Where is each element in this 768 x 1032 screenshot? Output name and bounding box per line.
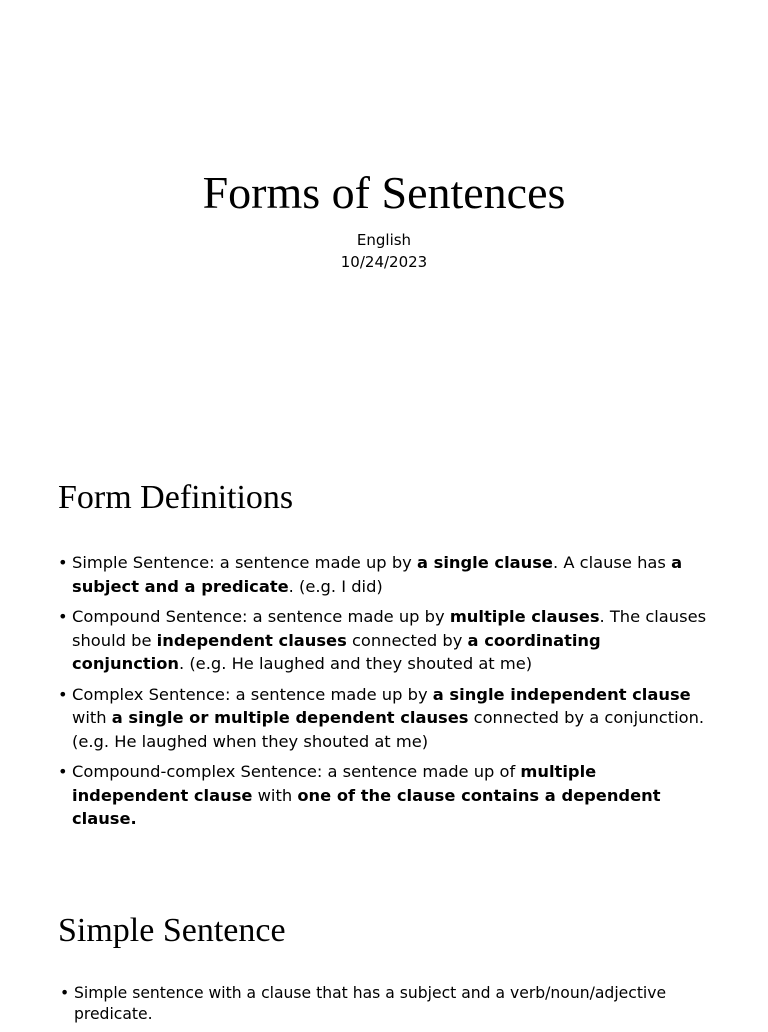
simple-sentence-list xyxy=(60,983,710,1032)
bullet-item xyxy=(58,683,708,754)
bullet-text: connected by a conjunction. (e.g. He laughed when they shouted at me) xyxy=(72,708,705,751)
presentation-subtitle xyxy=(0,229,768,273)
bullet-text: . A clause has xyxy=(552,553,672,572)
subject-label: English xyxy=(356,231,412,249)
bullet-dot-icon: • xyxy=(60,984,70,1002)
bullet-text: . The clauses should be xyxy=(72,607,707,650)
bullet-text: Complex Sentence: a sentence made up by xyxy=(72,684,433,704)
simple-sentence-slide xyxy=(0,870,768,1024)
bullet-text-bold: a single clause xyxy=(416,553,553,572)
bullet-text-bold: one of the clause contains a dependent clause. xyxy=(72,785,661,828)
bullet-item xyxy=(58,551,708,598)
title-slide xyxy=(0,0,768,440)
bullet-text: with xyxy=(72,708,112,727)
bullet-item xyxy=(60,983,710,1025)
bullet-dot-icon: • xyxy=(58,553,68,572)
bullet-text: . (e.g. I did) xyxy=(288,576,383,596)
bullet-text: . (e.g. He laughed and they shouted at me) xyxy=(178,654,533,673)
presentation-title: Forms of Sentences xyxy=(202,167,566,218)
bullet-text-bold: multiple clauses xyxy=(449,607,600,626)
bullet-text: with xyxy=(252,785,298,805)
bullet-text: Simple Sentence: a sentence made up by xyxy=(72,553,417,572)
bullet-item xyxy=(58,605,708,676)
bullet-text: Compound-complex Sentence: a sentence made up of xyxy=(72,762,521,781)
form-definitions-list xyxy=(58,551,708,838)
bullet-dot-icon: • xyxy=(58,762,68,781)
simple-sentence-title: Simple Sentence xyxy=(58,912,286,949)
bullet-text-bold: a single independent clause xyxy=(432,684,691,704)
date-label: 10/24/2023 xyxy=(340,253,428,271)
bullet-item xyxy=(58,760,708,831)
bullet-text-bold: a single or multiple dependent clauses xyxy=(111,708,469,727)
form-definitions-title: Form Definitions xyxy=(58,479,294,516)
bullet-text: Compound Sentence: a sentence made up by xyxy=(72,607,450,626)
bullet-text-bold: independent clauses xyxy=(156,630,347,650)
bullet-text-bold: a coordinating conjunction xyxy=(72,630,601,673)
form-definitions-slide xyxy=(0,440,768,870)
bullet-dot-icon: • xyxy=(58,684,68,704)
bullet-text: Simple sentence with a clause that has a subject and a verb/noun/adjective predicate. xyxy=(74,984,667,1023)
bullet-dot-icon: • xyxy=(58,607,68,626)
bullet-text-bold: a subject and a predicate xyxy=(72,553,683,596)
bullet-text-bold: multiple independent clause xyxy=(72,762,597,805)
bullet-text: connected by xyxy=(346,630,468,650)
